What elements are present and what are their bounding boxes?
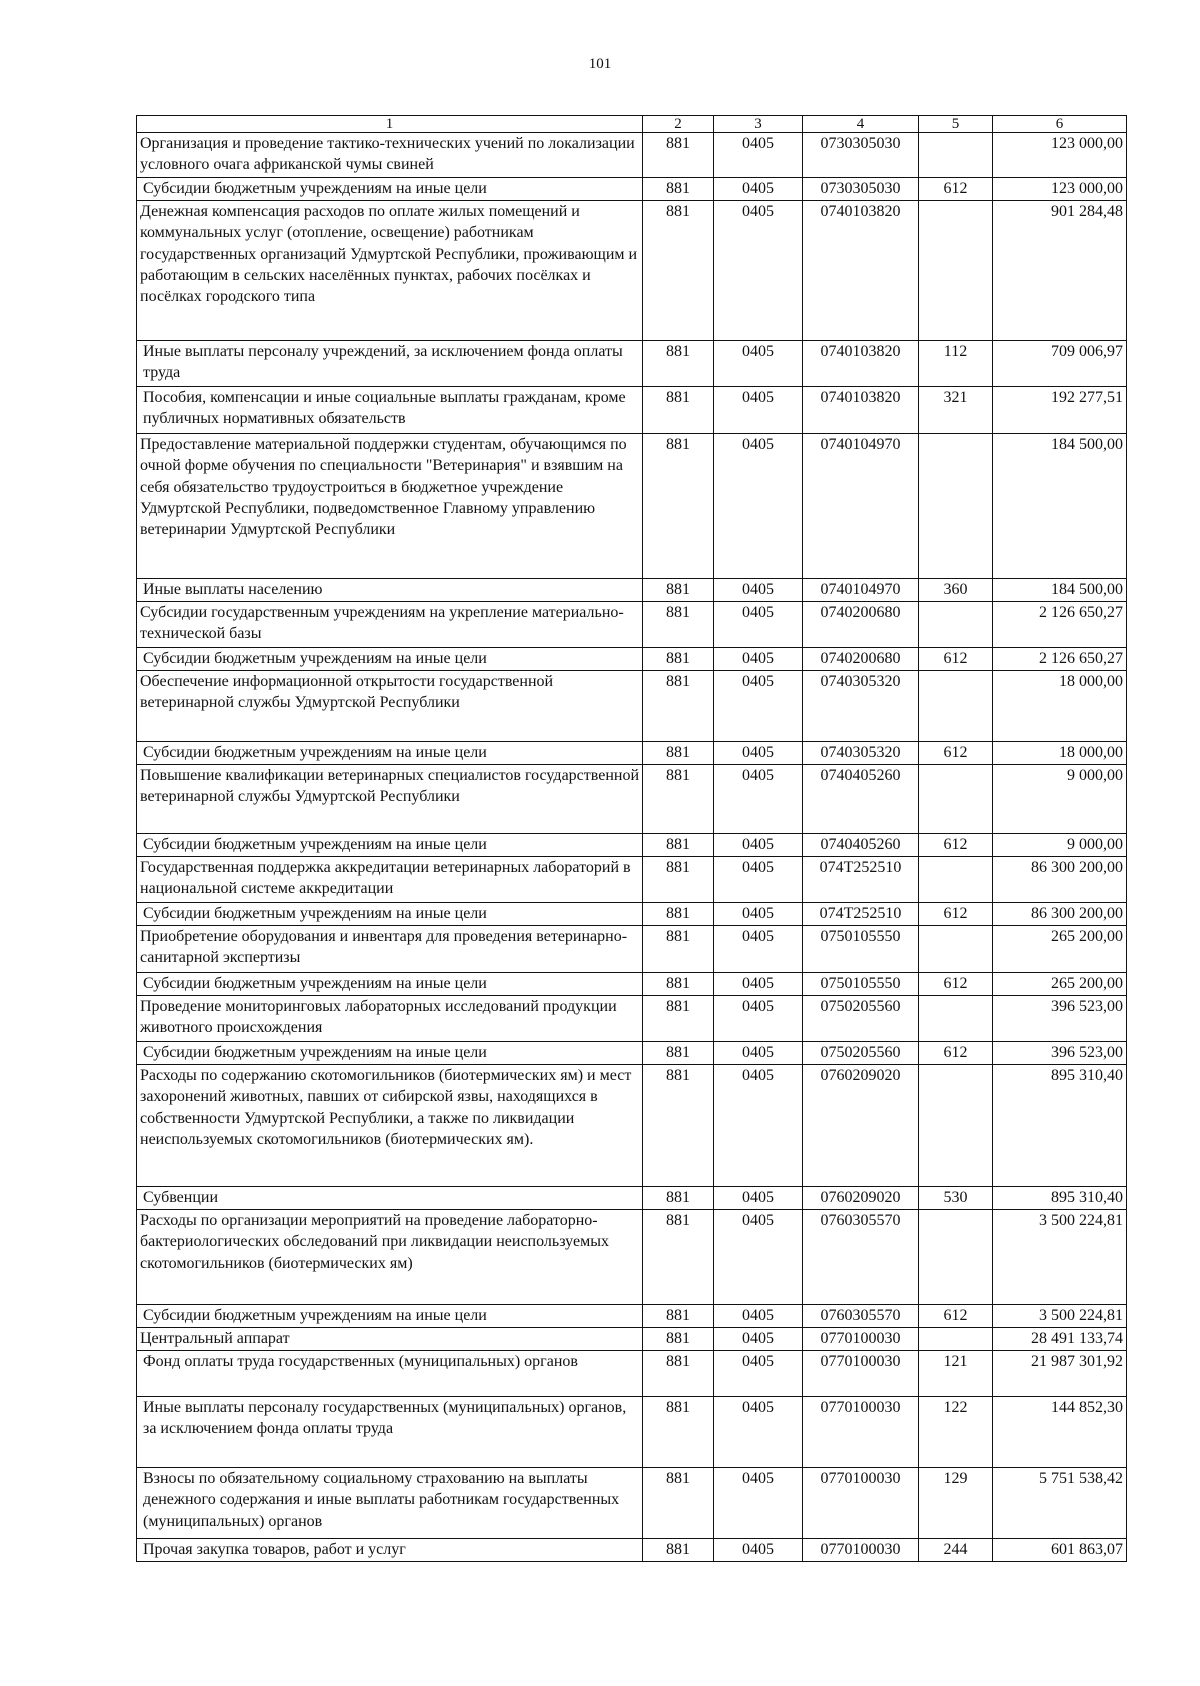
row-name: Фонд оплаты труда государственных (муниципальных) органов [137, 1351, 643, 1397]
row-section: 0405 [714, 742, 803, 765]
row-amount: 184 500,00 [993, 434, 1127, 579]
row-expense-type [919, 1210, 993, 1305]
row-amount: 86 300 200,00 [993, 903, 1127, 926]
row-amount: 18 000,00 [993, 671, 1127, 742]
row-name: Субсидии бюджетным учреждениям на иные цели [137, 178, 643, 201]
column-header: 2 [643, 116, 714, 133]
row-section: 0405 [714, 1351, 803, 1397]
row-grbs: 881 [643, 133, 714, 178]
row-expense-type: 612 [919, 1305, 993, 1328]
table-row [137, 602, 1127, 648]
row-grbs: 881 [643, 201, 714, 341]
column-header: 1 [137, 116, 643, 133]
row-section: 0405 [714, 1397, 803, 1468]
row-name: Субсидии бюджетным учреждениям на иные цели [137, 834, 643, 857]
row-target-code: 0760209020 [803, 1065, 919, 1187]
row-target-code: 0770100030 [803, 1539, 919, 1562]
page-number: 101 [588, 56, 612, 72]
row-grbs: 881 [643, 973, 714, 996]
row-target-code: 0750105550 [803, 926, 919, 973]
row-section: 0405 [714, 434, 803, 579]
row-section: 0405 [714, 1328, 803, 1351]
row-expense-type: 112 [919, 341, 993, 387]
row-target-code: 0740305320 [803, 742, 919, 765]
row-target-code: 0750205560 [803, 1042, 919, 1065]
table-row [137, 133, 1127, 178]
row-amount: 396 523,00 [993, 996, 1127, 1042]
row-section: 0405 [714, 857, 803, 903]
row-target-code: 074T252510 [803, 857, 919, 903]
row-amount: 9 000,00 [993, 834, 1127, 857]
table-row [137, 1539, 1127, 1562]
row-expense-type: 321 [919, 387, 993, 434]
row-expense-type: 612 [919, 648, 993, 671]
row-amount: 709 006,97 [993, 341, 1127, 387]
row-grbs: 881 [643, 1187, 714, 1210]
row-target-code: 0740103820 [803, 341, 919, 387]
row-grbs: 881 [643, 1397, 714, 1468]
row-target-code: 0750205560 [803, 996, 919, 1042]
row-target-code: 0770100030 [803, 1328, 919, 1351]
row-section: 0405 [714, 1065, 803, 1187]
row-name: Государственная поддержка аккредитации ветеринарных лабораторий в национальной системе аккредитации [137, 857, 643, 903]
row-target-code: 0740200680 [803, 648, 919, 671]
row-name: Субсидии бюджетным учреждениям на иные цели [137, 648, 643, 671]
row-grbs: 881 [643, 579, 714, 602]
table-row [137, 1397, 1127, 1468]
row-grbs: 881 [643, 178, 714, 201]
row-grbs: 881 [643, 1468, 714, 1539]
row-name: Прочая закупка товаров, работ и услуг [137, 1539, 643, 1562]
row-name: Предоставление материальной поддержки студентам, обучающимся по очной форме обучения по специальности "Ветеринария" и взявшим на себя обязательство трудоустроиться в бюджетное учреждение Удмуртской Республики, подведомственное Главному управлению ветеринарии Удмуртской Республики [137, 434, 643, 579]
row-amount: 265 200,00 [993, 973, 1127, 996]
row-target-code: 0740405260 [803, 765, 919, 834]
row-grbs: 881 [643, 1065, 714, 1187]
row-expense-type: 530 [919, 1187, 993, 1210]
row-name: Субсидии бюджетным учреждениям на иные цели [137, 1305, 643, 1328]
row-grbs: 881 [643, 857, 714, 903]
row-expense-type [919, 434, 993, 579]
row-name: Субсидии бюджетным учреждениям на иные цели [137, 742, 643, 765]
row-amount: 895 310,40 [993, 1065, 1127, 1187]
row-target-code: 0740104970 [803, 434, 919, 579]
row-amount: 2 126 650,27 [993, 648, 1127, 671]
column-header: 4 [803, 116, 919, 133]
table-row [137, 834, 1127, 857]
row-name: Иные выплаты населению [137, 579, 643, 602]
row-grbs: 881 [643, 926, 714, 973]
row-name: Проведение мониторинговых лабораторных исследований продукции животного происхождения [137, 996, 643, 1042]
table-row [137, 765, 1127, 834]
row-grbs: 881 [643, 1042, 714, 1065]
table-row [137, 201, 1127, 341]
row-expense-type: 612 [919, 1042, 993, 1065]
row-target-code: 0740103820 [803, 201, 919, 341]
row-section: 0405 [714, 579, 803, 602]
table-row [137, 973, 1127, 996]
row-target-code: 0740200680 [803, 602, 919, 648]
column-header: 3 [714, 116, 803, 133]
table-row [137, 341, 1127, 387]
row-name: Приобретение оборудования и инвентаря для проведения ветеринарно-санитарной экспертизы [137, 926, 643, 973]
row-grbs: 881 [643, 387, 714, 434]
row-name: Иные выплаты персоналу учреждений, за исключением фонда оплаты труда [137, 341, 643, 387]
row-grbs: 881 [643, 602, 714, 648]
budget-table [136, 115, 1127, 1562]
row-section: 0405 [714, 387, 803, 434]
row-name: Иные выплаты персоналу государственных (муниципальных) органов, за исключением фонда оплаты труда [137, 1397, 643, 1468]
row-section: 0405 [714, 133, 803, 178]
row-expense-type [919, 996, 993, 1042]
row-section: 0405 [714, 973, 803, 996]
row-target-code: 0760305570 [803, 1210, 919, 1305]
row-amount: 396 523,00 [993, 1042, 1127, 1065]
table-row [137, 648, 1127, 671]
row-grbs: 881 [643, 434, 714, 579]
row-expense-type: 612 [919, 973, 993, 996]
row-amount: 123 000,00 [993, 133, 1127, 178]
table-row [137, 857, 1127, 903]
row-amount: 895 310,40 [993, 1187, 1127, 1210]
row-name: Расходы по содержанию скотомогильников (биотермических ям) и мест захоронений животных, павших от сибирской язвы, находящихся в собственности Удмуртской Республики, а также по ликвидации неиспользуемых скотомогильников (биотермических ям). [137, 1065, 643, 1187]
row-expense-type [919, 133, 993, 178]
row-amount: 3 500 224,81 [993, 1210, 1127, 1305]
row-amount: 28 491 133,74 [993, 1328, 1127, 1351]
row-expense-type [919, 857, 993, 903]
row-grbs: 881 [643, 1305, 714, 1328]
row-amount: 123 000,00 [993, 178, 1127, 201]
table-row [137, 926, 1127, 973]
row-expense-type: 360 [919, 579, 993, 602]
row-amount: 265 200,00 [993, 926, 1127, 973]
row-section: 0405 [714, 341, 803, 387]
row-grbs: 881 [643, 834, 714, 857]
row-expense-type: 244 [919, 1539, 993, 1562]
table-row [137, 742, 1127, 765]
row-grbs: 881 [643, 341, 714, 387]
row-expense-type: 129 [919, 1468, 993, 1539]
column-header: 6 [993, 116, 1127, 133]
row-section: 0405 [714, 996, 803, 1042]
row-name: Повышение квалификации ветеринарных специалистов государственной ветеринарной службы Удмуртской Республики [137, 765, 643, 834]
table-row [137, 903, 1127, 926]
column-number-row [137, 116, 1127, 133]
row-name: Пособия, компенсации и иные социальные выплаты гражданам, кроме публичных нормативных обязательств [137, 387, 643, 434]
table-row [137, 1351, 1127, 1397]
table-row [137, 1305, 1127, 1328]
row-target-code: 0730305030 [803, 178, 919, 201]
row-target-code: 074T252510 [803, 903, 919, 926]
table-row [137, 671, 1127, 742]
row-amount: 192 277,51 [993, 387, 1127, 434]
table-row [137, 1210, 1127, 1305]
row-amount: 144 852,30 [993, 1397, 1127, 1468]
row-target-code: 0770100030 [803, 1468, 919, 1539]
row-section: 0405 [714, 903, 803, 926]
row-expense-type [919, 1328, 993, 1351]
row-grbs: 881 [643, 1328, 714, 1351]
row-section: 0405 [714, 178, 803, 201]
row-target-code: 0740305320 [803, 671, 919, 742]
table-row [137, 579, 1127, 602]
row-expense-type [919, 671, 993, 742]
row-name: Расходы по организации мероприятий на проведение лабораторно-бактериологических обследований при ликвидации неиспользуемых скотомогильников (биотермических ям) [137, 1210, 643, 1305]
table-row [137, 1042, 1127, 1065]
row-target-code: 0730305030 [803, 133, 919, 178]
row-section: 0405 [714, 1305, 803, 1328]
row-expense-type: 122 [919, 1397, 993, 1468]
row-target-code: 0740103820 [803, 387, 919, 434]
row-target-code: 0760305570 [803, 1305, 919, 1328]
row-amount: 601 863,07 [993, 1539, 1127, 1562]
table-row [137, 1328, 1127, 1351]
column-header: 5 [919, 116, 993, 133]
row-expense-type: 121 [919, 1351, 993, 1397]
row-expense-type [919, 765, 993, 834]
row-name: Субсидии бюджетным учреждениям на иные цели [137, 973, 643, 996]
row-amount: 21 987 301,92 [993, 1351, 1127, 1397]
row-section: 0405 [714, 926, 803, 973]
table-row [137, 434, 1127, 579]
row-name: Центральный аппарат [137, 1328, 643, 1351]
row-expense-type: 612 [919, 742, 993, 765]
row-target-code: 0750105550 [803, 973, 919, 996]
row-section: 0405 [714, 765, 803, 834]
row-section: 0405 [714, 201, 803, 341]
row-amount: 86 300 200,00 [993, 857, 1127, 903]
row-expense-type: 612 [919, 903, 993, 926]
row-section: 0405 [714, 834, 803, 857]
row-name: Субвенции [137, 1187, 643, 1210]
row-grbs: 881 [643, 1539, 714, 1562]
row-section: 0405 [714, 1539, 803, 1562]
row-section: 0405 [714, 1187, 803, 1210]
row-expense-type: 612 [919, 178, 993, 201]
row-name: Субсидии бюджетным учреждениям на иные цели [137, 1042, 643, 1065]
row-amount: 2 126 650,27 [993, 602, 1127, 648]
row-grbs: 881 [643, 1210, 714, 1305]
row-expense-type [919, 201, 993, 341]
row-target-code: 0740104970 [803, 579, 919, 602]
row-section: 0405 [714, 648, 803, 671]
row-amount: 9 000,00 [993, 765, 1127, 834]
row-grbs: 881 [643, 765, 714, 834]
table-row [137, 178, 1127, 201]
row-expense-type [919, 1065, 993, 1187]
table-row [137, 1187, 1127, 1210]
row-target-code: 0770100030 [803, 1351, 919, 1397]
row-grbs: 881 [643, 742, 714, 765]
table-row [137, 1065, 1127, 1187]
row-section: 0405 [714, 602, 803, 648]
row-name: Обеспечение информационной открытости государственной ветеринарной службы Удмуртской Республики [137, 671, 643, 742]
table-row [137, 996, 1127, 1042]
row-target-code: 0770100030 [803, 1397, 919, 1468]
row-expense-type [919, 602, 993, 648]
row-name: Взносы по обязательному социальному страхованию на выплаты денежного содержания и иные выплаты работникам государственных (муниципальных) органов [137, 1468, 643, 1539]
row-target-code: 0760209020 [803, 1187, 919, 1210]
row-name: Организация и проведение тактико-технических учений по локализации условного очага африканской чумы свиней [137, 133, 643, 178]
row-grbs: 881 [643, 996, 714, 1042]
row-name: Денежная компенсация расходов по оплате жилых помещений и коммунальных услуг (отопление, освещение) работникам государственных организаций Удмуртской Республики, проживающим и работающим в сельских населённых пунктах, рабочих посёлках и посёлках городского типа [137, 201, 643, 341]
row-grbs: 881 [643, 1351, 714, 1397]
row-name: Субсидии государственным учреждениям на укрепление материально-технической базы [137, 602, 643, 648]
row-expense-type: 612 [919, 834, 993, 857]
row-amount: 18 000,00 [993, 742, 1127, 765]
table-body [137, 133, 1127, 1562]
row-expense-type [919, 926, 993, 973]
row-grbs: 881 [643, 648, 714, 671]
table-row [137, 387, 1127, 434]
row-section: 0405 [714, 1042, 803, 1065]
row-grbs: 881 [643, 671, 714, 742]
row-section: 0405 [714, 1468, 803, 1539]
row-grbs: 881 [643, 903, 714, 926]
table-row [137, 1468, 1127, 1539]
row-target-code: 0740405260 [803, 834, 919, 857]
row-section: 0405 [714, 671, 803, 742]
row-amount: 5 751 538,42 [993, 1468, 1127, 1539]
row-amount: 901 284,48 [993, 201, 1127, 341]
row-section: 0405 [714, 1210, 803, 1305]
row-name: Субсидии бюджетным учреждениям на иные цели [137, 903, 643, 926]
row-amount: 184 500,00 [993, 579, 1127, 602]
row-amount: 3 500 224,81 [993, 1305, 1127, 1328]
